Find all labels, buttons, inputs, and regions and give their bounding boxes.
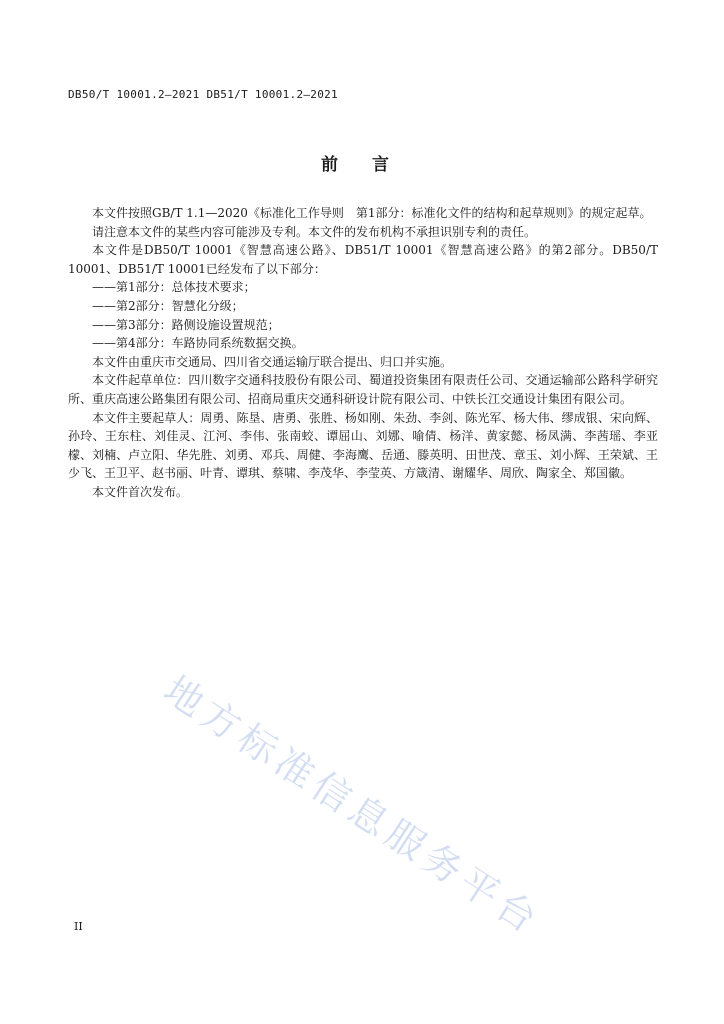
watermark: 地方标准信息服务平台 [156, 667, 550, 945]
list-item-part-2: ——第2部分：智慧化分级； [92, 298, 244, 313]
paragraph-first-release: 本文件首次发布。 [92, 484, 189, 499]
paragraph-patent-notice: 请注意本文件的某些内容可能涉及专利。本文件的发布机构不承担识别专利的责任。 [92, 224, 537, 239]
paragraph-drafting-units: 本文件起草单位：四川数字交通科技股份有限公司、蜀道投资集团有限责任公司、交通运输部公路科学研究所、重庆高速公路集团有限公司、招商局重庆交通科研设计院有限公司、中铁长江交通设计集团有限公司。 [68, 373, 658, 406]
paragraph-drafters: 本文件主要起草人：周勇、陈垦、唐勇、张胜、杨如刚、朱劲、李剑、陈光军、杨大伟、缪成银、宋向辉、孙玲、王东柱、刘佳灵、江河、李伟、张南蛟、谭屈山、刘娜、喻倩、杨洋、黄家懿、杨凤满、李茜瑶、李亚檬、刘楠、卢立阳、华先胜、刘勇、邓兵、周健、李海鹰、岳通、滕英明、田世茂、章玉、刘小辉、王荣斌、王少飞、王卫平、赵书丽、叶青、谭琪、蔡啸、李茂华、李莹英、方箴清、谢耀华、周欣、陶家全、郑国徽。 [68, 410, 658, 481]
page-title: 前 言 [321, 155, 403, 175]
list-item-part-1: ——第1部分：总体技术要求； [92, 280, 256, 295]
foreword-body [68, 204, 658, 502]
standard-code-header: DB50/T 10001.2—2021 DB51/T 10001.2—2021 [68, 88, 338, 101]
list-item-part-3: ——第3部分：路侧设施设置规范； [92, 317, 280, 332]
paragraph-series-parts: 本文件是DB50/T 10001《智慧高速公路》、DB51/T 10001《智慧高速公路》的第2部分。DB50/T 10001、DB51/T 10001已经发布了以下部分： [68, 243, 658, 276]
paragraph-drafting-rules: 本文件按照GB/T 1.1—2020《标准化工作导则 第1部分：标准化文件的结构和起草规则》的规定起草。 [92, 206, 652, 220]
paragraph-proposer: 本文件由重庆市交通局、四川省交通运输厅联合提出、归口并实施。 [92, 354, 453, 369]
list-item-part-4: ——第4部分：车路协同系统数据交换。 [92, 336, 304, 351]
page-number: II [74, 920, 83, 933]
